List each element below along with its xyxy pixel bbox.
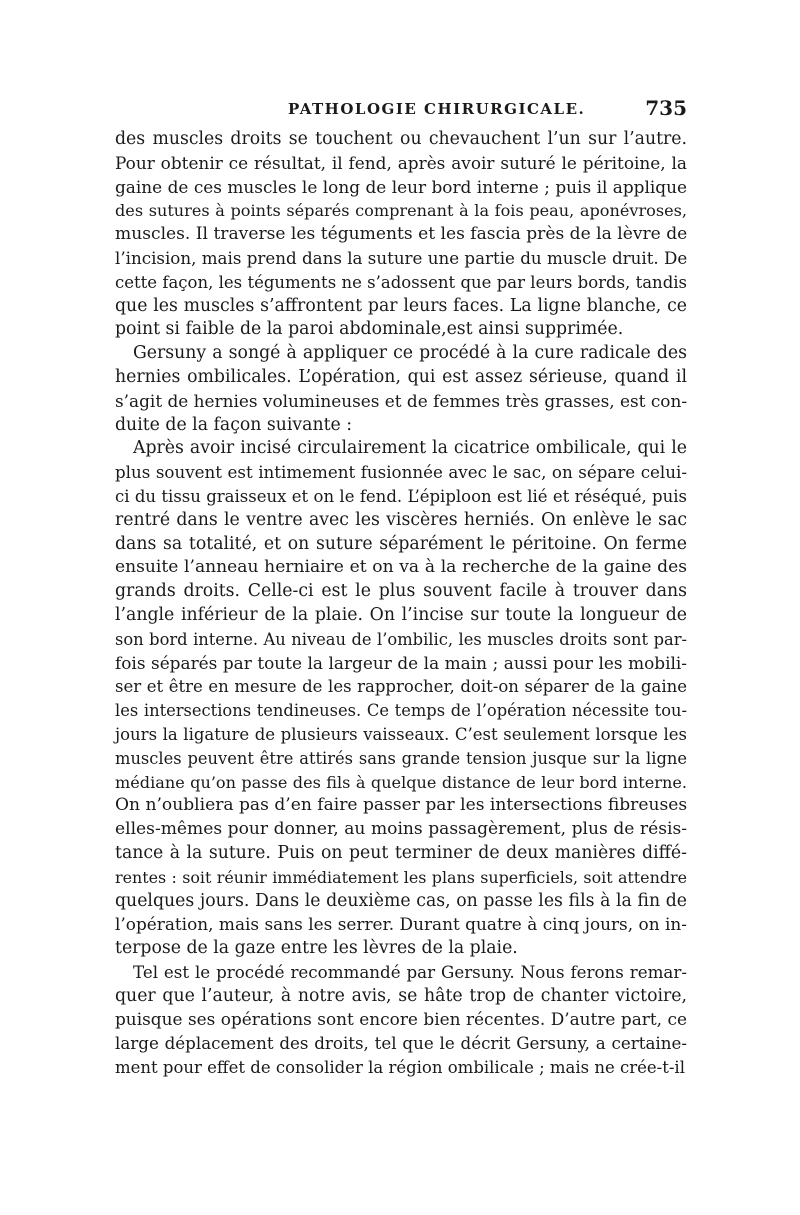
text-line: cette façon, les téguments ne s’adossent que par leurs bords, tandis — [115, 272, 687, 292]
text-line: grands droits. Celle-ci est le plus souvent facile à trouver dans — [115, 581, 687, 602]
text-line: puisque ses opérations sont encore bien récentes. D’autre part, ce — [115, 1009, 687, 1030]
page-header — [115, 96, 687, 124]
running-head: PATHOLOGIE CHIRURGICALE. — [288, 100, 586, 118]
text-line: l’incision, mais prend dans la suture une partie du muscle druit. De — [115, 247, 688, 268]
text-line: gaine de ces muscles le long de leur bord interne ; puis il applique — [115, 176, 687, 197]
text-line: fois séparés par toute la largeur de la main ; aussi pour les mobili- — [115, 652, 687, 673]
text-line: jours la ligature de plusieurs vaisseaux. C’est seulement lorsque les — [115, 724, 687, 744]
text-line: Tel est le procédé recommandé par Gersuny. Nous ferons remar- — [133, 961, 687, 982]
text-line: ensuite l’anneau herniaire et on va à la recherche de la gaine des — [115, 557, 687, 578]
text-line: quer que l’auteur, à notre avis, se hâte trop de chanter victoire, — [115, 985, 687, 1006]
page-number: 735 — [645, 96, 687, 120]
text-line: point si faible de la paroi abdominale,est ainsi supprimée. — [115, 319, 624, 340]
text-line: ci du tissu graisseux et on le fend. L’épiploon est lié et réséqué, puis — [115, 486, 687, 506]
text-line: l’opération, mais sans les serrer. Durant quatre à cinq jours, on in- — [115, 914, 687, 935]
text-line: dans sa totalité, et on suture séparément le péritoine. On ferme — [115, 533, 687, 554]
text-line: ser et être en mesure de les rapprocher, doit-on séparer de la gaine — [115, 677, 687, 697]
text-line: tance à la suture. Puis on peut terminer de deux manières diffé- — [115, 842, 687, 863]
text-line: ment pour effet de consolider la région ombilicale ; mais ne crée-t-il — [115, 1058, 685, 1078]
text-line: hernies ombilicales. L’opération, qui est assez sérieuse, quand il — [115, 366, 687, 387]
text-line: Gersuny a songé à appliquer ce procédé à la cure radicale des — [133, 343, 687, 364]
text-line: duite de la façon suivante : — [115, 414, 353, 435]
text-line: des muscles droits se touchent ou chevauchent l’un sur l’autre. — [115, 129, 687, 149]
text-line: terpose de la gaze entre les lèvres de la plaie. — [115, 938, 518, 959]
text-line: s’agit de hernies volumineuses et de femmes très grasses, est con- — [115, 390, 688, 411]
text-line: rentes : soit réunir immédiatement les plans superficiels, soit attendre — [115, 867, 687, 887]
text-line: quelques jours. Dans le deuxième cas, on passe les fils à la fin de — [115, 890, 687, 911]
text-line: Après avoir incisé circulairement la cicatrice ombilicale, qui le — [133, 438, 687, 459]
text-line: muscles. Il traverse les téguments et les fascia près de la lèvre de — [115, 224, 688, 245]
text-line: son bord interne. Au niveau de l’ombilic, les muscles droits sont par- — [115, 629, 687, 649]
text-line: les intersections tendineuses. Ce temps de l’opération nécessite tou- — [115, 701, 687, 721]
text-line: plus souvent est intimement fusionnée avec le sac, on sépare celui- — [115, 462, 687, 483]
text-line: large déplacement des droits, tel que le décrit Gersuny, a certaine- — [115, 1033, 687, 1054]
text-line: Pour obtenir ce résultat, il fend, après avoir suturé le péritoine, la — [115, 152, 687, 173]
text-line: muscles peuvent être attirés sans grande tension jusque sur la ligne — [115, 748, 687, 768]
text-line: elles-mêmes pour donner, au moins passagèrement, plus de résis- — [115, 819, 687, 840]
text-line: que les muscles s’affrontent par leurs faces. La ligne blanche, ce — [115, 295, 687, 316]
text-line: médiane qu’on passe des fils à quelque distance de leur bord interne. — [115, 772, 687, 792]
body-text — [115, 128, 687, 1080]
text-line: l’angle inférieur de la plaie. On l’incise sur toute la longueur de — [115, 604, 687, 625]
text-line: des sutures à points séparés comprenant à la fois peau, aponévroses, — [115, 201, 687, 221]
text-line: rentré dans le ventre avec les viscères herniés. On enlève le sac — [115, 509, 687, 530]
text-line: On n’oubliera pas d’en faire passer par les intersections fibreuses — [115, 795, 688, 816]
